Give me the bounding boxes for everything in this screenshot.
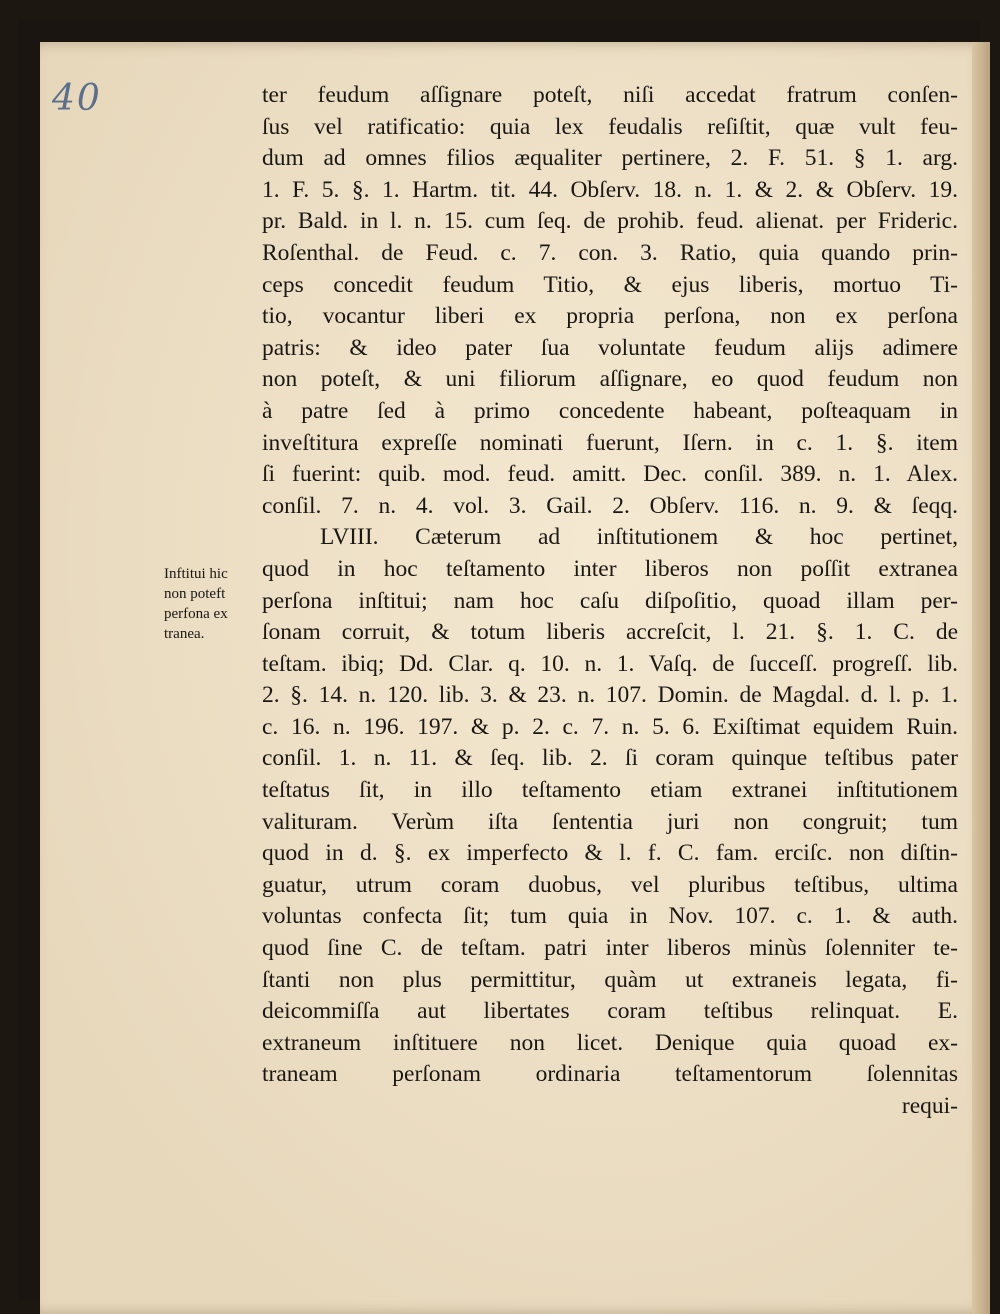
text-line: valituram. Verùm iſta ſententia juri non congruit; tum: [262, 808, 958, 835]
text-line: guatur, utrum coram duobus, vel pluribus teſtibus, ultima: [262, 871, 958, 898]
text-line: non poteſt, & uni filiorum aſſignare, eo quod feudum non: [262, 366, 958, 393]
text-line: conſil. 7. n. 4. vol. 3. Gail. 2. Obſerv. 116. n. 9. & ſeqq.: [262, 492, 958, 519]
text-line: perſona inſtitui; nam hoc caſu diſpoſitio, quoad illam per-: [262, 587, 958, 614]
text-line: ſtanti non plus permittitur, quàm ut extraneis legata, fi-: [262, 966, 958, 993]
text-line: tio, vocantur liberi ex propria perſona, non ex perſona: [262, 303, 958, 330]
text-line: c. 16. n. 196. 197. & p. 2. c. 7. n. 5. 6. Exiſtimat equidem Ruin.: [262, 713, 958, 740]
text-line: ſus vel ratificatio: quia lex feudalis reſiſtit, quæ vult feu-: [262, 113, 958, 140]
text-line: 2. §. 14. n. 120. lib. 3. & 23. n. 107. Domin. de Magdal. d. l. p. 1.: [262, 682, 958, 709]
text-line: teſtatus ſit, in illo teſtamento etiam extranei inſtitutionem: [262, 777, 958, 804]
text-line: 1. F. 5. §. 1. Hartm. tit. 44. Obſerv. 18. n. 1. & 2. & Obſerv. 19.: [262, 176, 958, 203]
margin-note-line: Inftitui hic: [164, 566, 228, 582]
text-line: extraneum inſtituere non licet. Denique quia quoad ex-: [262, 1029, 958, 1056]
text-line: pr. Bald. in l. n. 15. cum ſeq. de prohib. feud. alienat. per Frideric.: [262, 208, 958, 235]
text-line: ceps concedit feudum Titio, & ejus liberis, mortuo Ti-: [262, 271, 958, 298]
section-heading-line: LVIII. Cæterum ad inſtitutionem & hoc pertinet,: [320, 524, 958, 551]
text-line: Roſenthal. de Feud. c. 7. con. 3. Ratio, quia quando prin-: [262, 239, 958, 266]
text-line: quod in hoc teſtamento inter liberos non poſſit extranea: [262, 555, 958, 582]
text-line: inveſtitura expreſſe nominati fuerunt, Iſern. in c. 1. §. item: [262, 429, 958, 456]
margin-note-line: non poteft: [164, 586, 226, 602]
text-line: quod ſine C. de teſtam. patri inter liberos minùs ſolenniter te-: [262, 935, 958, 962]
margin-note-line: perfona ex: [164, 606, 228, 622]
text-line: teſtam. ibiq; Dd. Clar. q. 10. n. 1. Vaſq. de ſucceſſ. progreſſ. lib.: [262, 650, 958, 677]
book-page: [40, 42, 990, 1314]
text-line: deicommiſſa aut libertates coram teſtibus relinquat. E.: [262, 998, 958, 1025]
margin-note: [164, 564, 260, 644]
text-line: quod in d. §. ex imperfecto & l. f. C. fam. erciſc. non diſtin-: [262, 840, 958, 867]
margin-note-line: tranea.: [164, 626, 205, 642]
body-text: [262, 80, 958, 1123]
text-line: patris: & ideo pater ſua voluntate feudum alijs adimere: [262, 334, 958, 361]
page-gutter: [972, 42, 990, 1314]
text-line: dum ad omnes filios æqualiter pertinere, 2. F. 51. § 1. arg.: [262, 145, 958, 172]
page-number: 40: [52, 78, 102, 119]
catchword: requi-: [901, 1093, 958, 1119]
text-line: ter feudum aſſignare poteſt, niſi accedat fratrum conſen-: [262, 82, 958, 108]
text-line: ſonam corruit, & totum liberis accreſcit, l. 21. §. 1. C. de: [262, 619, 958, 646]
text-line: voluntas confecta ſit; tum quia in Nov. 107. c. 1. & auth.: [262, 903, 958, 930]
text-line: conſil. 1. n. 11. & ſeq. lib. 2. ſi coram quinque teſtibus pater: [262, 745, 958, 772]
text-line: à patre ſed à primo concedente habeant, poſteaquam in: [262, 397, 958, 424]
scanned-page-frame: [18, 20, 980, 1300]
text-line: traneam perſonam ordinaria teſtamentorum ſolennitas: [262, 1061, 958, 1088]
text-line: ſi fuerint: quib. mod. feud. amitt. Dec. conſil. 389. n. 1. Alex.: [262, 461, 958, 488]
